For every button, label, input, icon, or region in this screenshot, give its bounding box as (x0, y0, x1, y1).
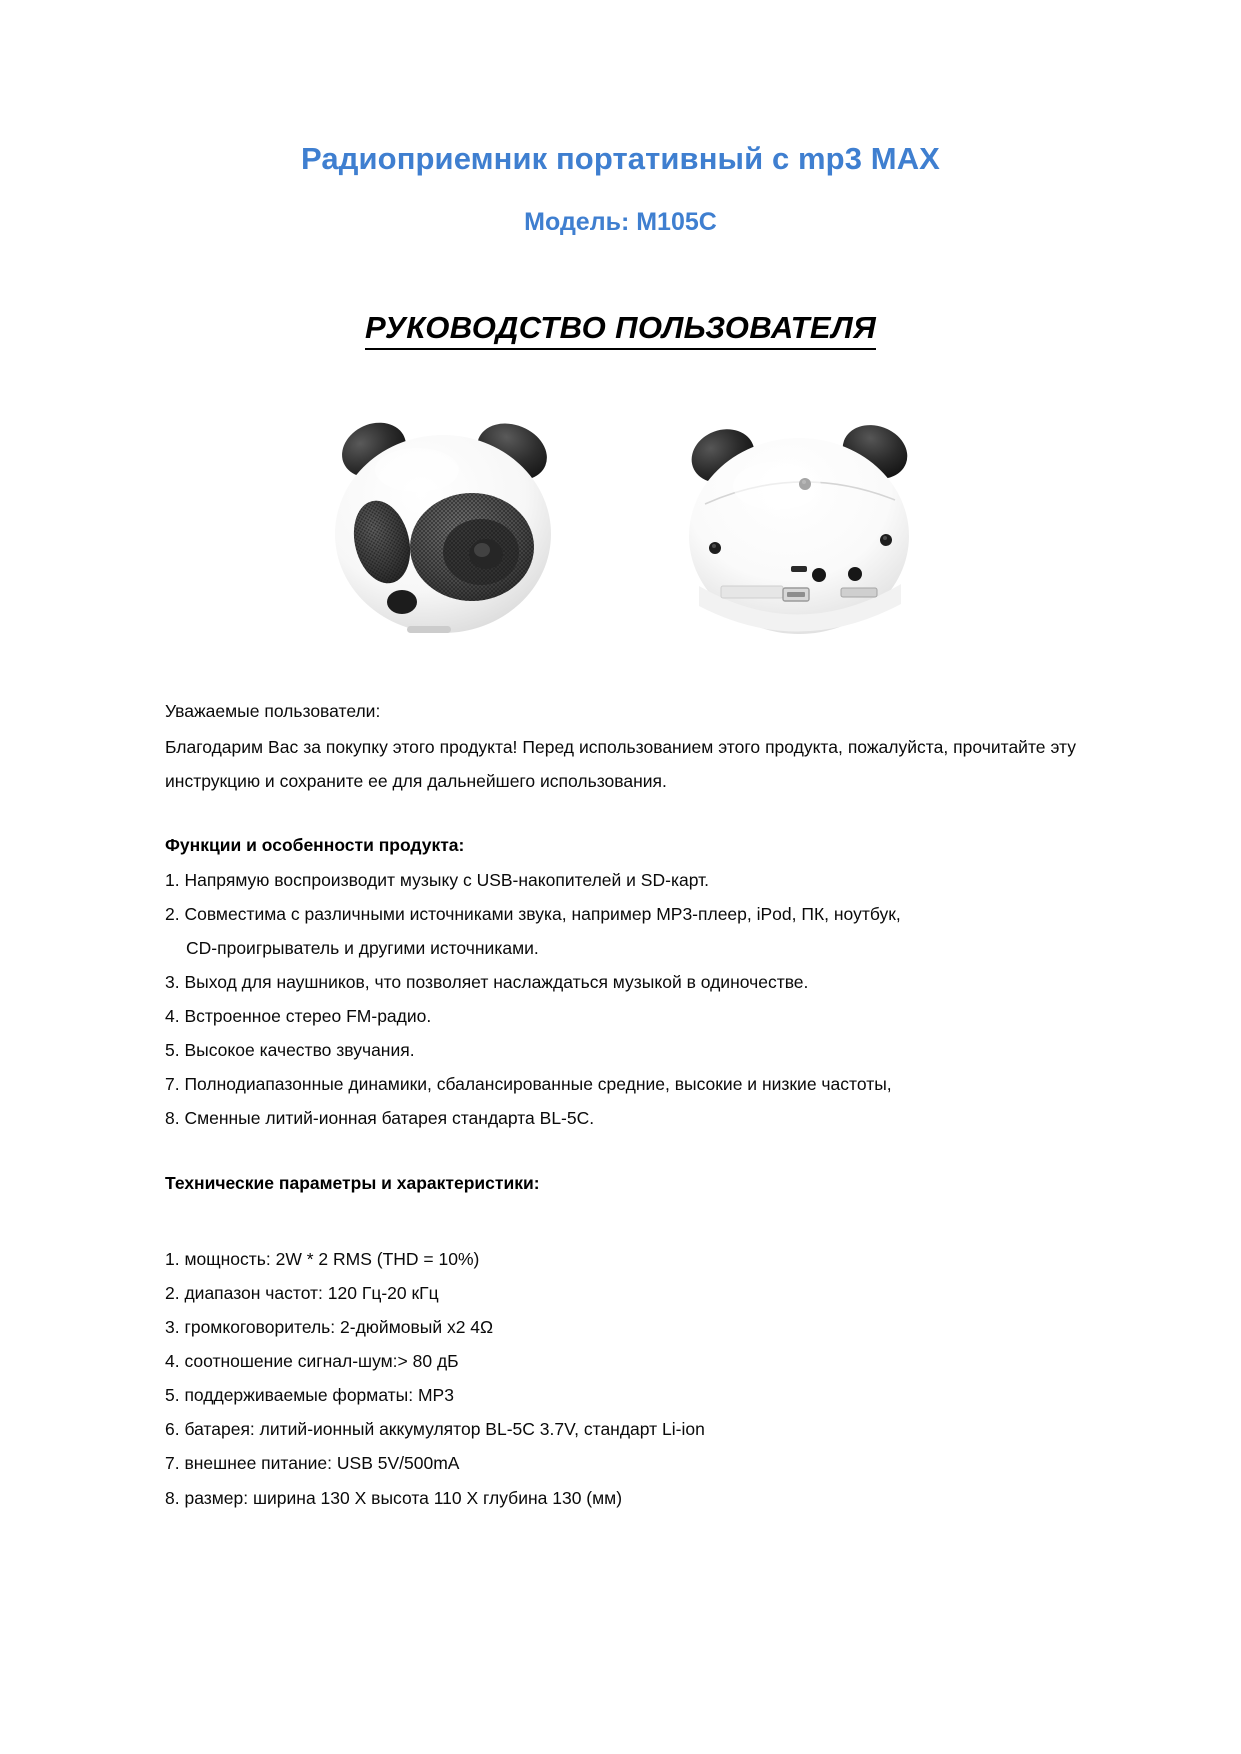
list-item (165, 1276, 1076, 1310)
spec-text: 7. внешнее питание: USB 5V/500mA (165, 1453, 460, 1474)
features-list (165, 863, 1076, 1136)
list-item (165, 1412, 1076, 1446)
list-item (165, 1242, 1076, 1276)
spec-text: 3. громкоговоритель: 2-дюймовый х2 4Ω (165, 1316, 494, 1337)
panda-speaker-rear-view (665, 408, 933, 648)
salutation: Уважаемые пользователи: (165, 701, 381, 721)
feature-text: 5. Высокое качество звучания. (165, 1040, 415, 1061)
intro-paragraph: Благодарим Вас за покупку этого продукта! Перед использованием этого продукта, пожалуйста, прочитайте эту инструкцию и сохраните ее для дальнейшего использования. (165, 737, 1076, 792)
feature-text: 8. Сменные литий-ионная батарея стандарта BL-5C. (165, 1108, 595, 1129)
list-item (165, 1344, 1076, 1378)
model-subtitle: Модель: M105C (524, 207, 717, 236)
list-item (165, 1310, 1076, 1344)
specifications-heading: Технические параметры и характеристики: (165, 1172, 540, 1193)
list-item (165, 999, 1076, 1033)
spacer (165, 1136, 1076, 1166)
list-item (165, 1033, 1076, 1067)
manual-heading-text: РУКОВОДСТВО ПОЛЬЗОВАТЕЛЯ (365, 310, 876, 350)
feature-text: 7. Полнодиапазонные динамики, сбалансированные средние, высокие и низкие частоты, (165, 1074, 892, 1095)
features-heading: Функции и особенности продукта: (165, 835, 465, 856)
list-item (165, 965, 1076, 999)
spec-text: 4. соотношение сигнал-шум:> 80 дБ (165, 1351, 459, 1371)
spacer (165, 1200, 1076, 1242)
feature-text-continuation: CD-проигрыватель и другими источниками. (186, 937, 539, 958)
list-item (165, 1067, 1076, 1101)
spec-text: 5. поддерживаемые форматы: MP3 (165, 1385, 454, 1406)
document-body (165, 648, 1076, 1515)
spec-text: 2. диапазон частот: 120 Гц-20 кГц (165, 1282, 439, 1303)
feature-text: 4. Встроенное стерео FM-радио. (165, 1006, 432, 1026)
list-item (165, 1446, 1076, 1480)
spec-text: 1. мощность: 2W * 2 RMS (THD = 10%) (165, 1248, 480, 1269)
page-title: Радиоприемник портативный с mp3 MAX (301, 141, 940, 176)
spacer (165, 798, 1076, 828)
spec-text: 8. размер: ширина 130 X высота 110 X глубина 130 (мм) (165, 1487, 623, 1508)
list-item (165, 1481, 1076, 1515)
list-item (165, 1378, 1076, 1412)
spec-text: 6. батарея: литий-ионный аккумулятор BL-5C 3.7V, стандарт Li-ion (165, 1419, 705, 1440)
list-item (165, 897, 1076, 965)
list-item (165, 863, 1076, 897)
panda-speaker-front-view (309, 408, 577, 648)
manual-heading (165, 238, 1076, 350)
feature-text: 1. Напрямую воспроизводит музыку с USB-накопителей и SD-карт. (165, 869, 710, 890)
product-images (165, 350, 1076, 648)
feature-text: 3. Выход для наушников, что позволяет наслаждаться музыкой в одиночестве. (165, 971, 809, 992)
feature-text: 2. Совместима с различными источниками звука, например MP3-плеер, iPod, ПК, ноутбук, (165, 903, 901, 924)
list-item (165, 1101, 1076, 1135)
specifications-list (165, 1242, 1076, 1515)
